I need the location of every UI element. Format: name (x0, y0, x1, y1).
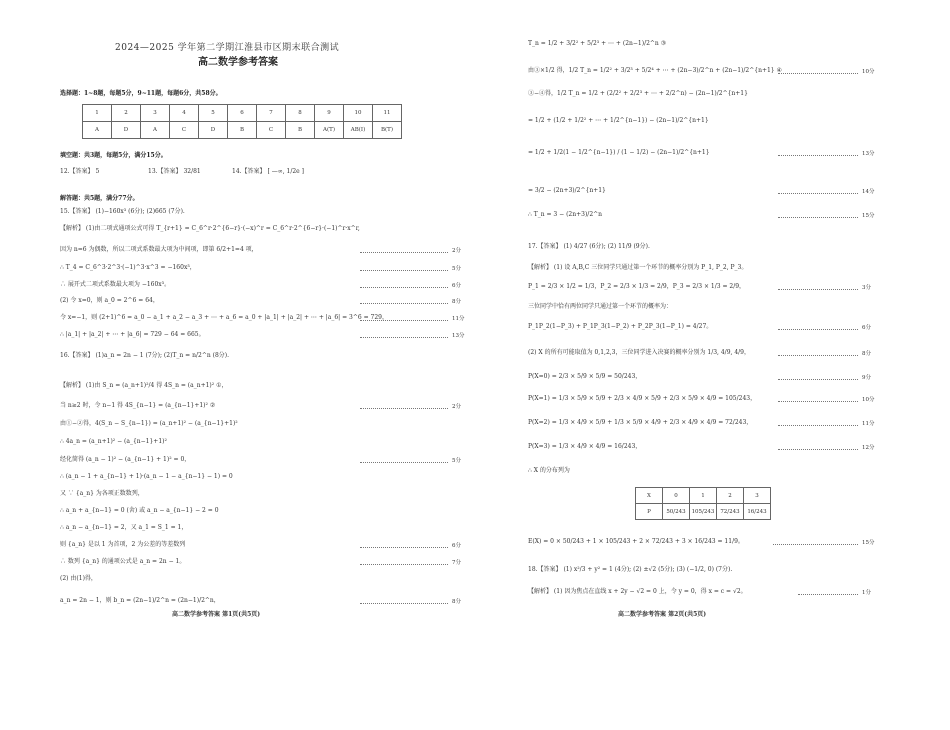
question-number: 10 (344, 105, 373, 122)
solution-line: ∴ 数列 {a_n} 的通项公式是 a_n = 2n − 1。 (60, 558, 186, 565)
score-label: 6分 (452, 543, 461, 549)
score-label: 15分 (862, 540, 875, 546)
question-number: 5 (199, 105, 228, 122)
question-number-row (83, 105, 402, 122)
answer-value: A(T) (315, 122, 344, 139)
score-leader (778, 449, 858, 450)
solution-line: 当 n≥2 时，令 n−1 得 4S_{n−1} = (a_{n−1}+1)² ② (60, 402, 216, 409)
score-leader (778, 155, 858, 156)
solution-line: = 1/2 + (1/2 + 1/2² + ⋯ + 1/2^{n−1}) − (2n−1)/2^{n+1} (528, 117, 709, 124)
solution-line: ∴ 展开式二项式系数最大项为 −160x³。 (60, 281, 171, 288)
solution-line: ③−④得，1/2 T_n = 1/2 + (2/2² + 2/2³ + ⋯ + 2/2^n) − (2n−1)/2^{n+1} (528, 90, 748, 97)
score-leader (360, 287, 448, 288)
answer-value: B(T) (373, 122, 402, 139)
score-leader (778, 217, 858, 218)
answer-key-title: 高二数学参考答案 (198, 57, 278, 68)
expectation-line: E(X) = 0 × 50/243 + 1 × 105/243 + 2 × 72/243 + 3 × 16/243 = 11/9。 (528, 538, 744, 545)
answer-value: C (257, 122, 286, 139)
score-label: 6分 (862, 325, 871, 331)
solution-line: ∴ a_n − a_{n−1} = 2，又 a_1 = S_1 = 1， (60, 524, 188, 531)
score-leader (360, 547, 448, 548)
score-leader (778, 329, 858, 330)
solution-line: ∴ 4a_n = (a_n+1)² − (a_{n−1}+1)² (60, 438, 167, 445)
solution-line: 令 x=−1，则 (2+1)^6 = a_0 − a_1 + a_2 − a_3 + ⋯ + a_6 = a_0 + |a_1| + |a_2| + ⋯ + |a_6| = 3^6 = 729， (60, 314, 388, 321)
solution-line: 【解析】 (1) 设 A,B,C 三位同学只通过第一个环节的概率分别为 P_1, P_2, P_3。 (528, 264, 748, 271)
score-leader (360, 320, 448, 321)
score-label: 1分 (862, 590, 871, 596)
answer-value: D (199, 122, 228, 139)
solution-line: 由①−②得，4(S_n − S_{n−1}) = (a_n+1)² − (a_{n−1}+1)² (60, 420, 238, 427)
score-leader (360, 303, 448, 304)
p-value: 72/243 (717, 504, 744, 520)
x-label: X (636, 488, 663, 504)
solution-line: P_1 = 2/3 × 1/2 = 1/3，P_2 = 2/3 × 1/3 = 2/9，P_3 = 2/3 × 1/3 = 2/9， (528, 283, 746, 290)
solution-line: 【解析】 (1)由二项式通项公式可得 T_{r+1} = C_6^r·2^{6−r}·(−x)^r = C_6^r·2^{6−r}·(−1)^r·x^r, (60, 225, 360, 232)
score-label: 5分 (452, 266, 461, 272)
solution-line: P(X=2) = 1/3 × 4/9 × 5/9 + 1/3 × 5/9 × 4/9 + 2/3 × 4/9 × 4/9 = 72/243， (528, 419, 753, 426)
p-label: P (636, 504, 663, 520)
question-number: 3 (141, 105, 170, 122)
score-label: 7分 (452, 560, 461, 566)
solution-line: (2) X 的所有可能取值为 0,1,2,3，三位同学进入决赛的概率分别为 1/3, 4/9, 4/9， (528, 349, 750, 356)
score-label: 10分 (862, 397, 875, 403)
score-leader (360, 408, 448, 409)
score-label: 11分 (862, 421, 875, 427)
score-label: 8分 (452, 599, 461, 605)
score-leader (778, 379, 858, 380)
score-label: 9分 (862, 375, 871, 381)
question-number: 1 (83, 105, 112, 122)
solution-line: 由③×1/2 得，1/2 T_n = 1/2² + 3/2³ + 5/2⁴ + ⋯ + (2n−3)/2^n + (2n−1)/2^{n+1} ④ (528, 67, 782, 74)
solution-line: 15.【答案】 (1)−160x³ (6分); (2)665 (7分). (60, 208, 185, 215)
score-label: 12分 (862, 445, 875, 451)
answer-value: B (286, 122, 315, 139)
score-label: 8分 (452, 299, 461, 305)
question-number: 8 (286, 105, 315, 122)
score-label: 15分 (862, 213, 875, 219)
score-leader (773, 544, 858, 545)
x-value: 2 (717, 488, 744, 504)
answer-row (83, 122, 402, 139)
multiple-choice-answer-table (82, 104, 402, 139)
score-label: 11分 (452, 316, 465, 322)
solution-line: 三位同学中恰有两位同学只通过第一个环节的概率为： (528, 303, 673, 310)
question-number: 7 (257, 105, 286, 122)
q18-answer: 18.【答案】 (1) x²/3 + y² = 1 (4分); (2) ±√2 (5分); (3) (−1/2, 0) (7分). (528, 566, 733, 573)
solution-line: ∴ T_4 = C_6^3·2^3·(−1)^3·x^3 = −160x³， (60, 264, 196, 271)
fill-answer-13: 13.【答案】 32/81 (148, 168, 201, 175)
solution-line: P(X=1) = 1/3 × 5/9 × 5/9 + 2/3 × 4/9 × 5/9 + 2/3 × 5/9 × 4/9 = 105/243， (528, 395, 757, 402)
x-value: 0 (663, 488, 690, 504)
solution-line: ∴ X 的分布列为 (528, 467, 570, 474)
solution-line: 16.【答案】 (1)a_n = 2n − 1 (7分); (2)T_n = n/2^n (8分). (60, 352, 230, 359)
distribution-table (635, 487, 771, 520)
solution-line: ∴ (a_n − 1 + a_{n−1} + 1)·(a_n − 1 − a_{n−1} − 1) = 0 (60, 473, 233, 480)
page-footer: 高二数学参考答案 第1页(共5页) (172, 611, 261, 618)
solution-line: 又 ∵ {a_n} 为各项正数数列， (60, 490, 144, 497)
score-label: 13分 (452, 333, 465, 339)
question-number: 6 (228, 105, 257, 122)
score-label: 6分 (452, 283, 461, 289)
answer-value: A (83, 122, 112, 139)
score-leader (360, 252, 448, 253)
solution-line: = 1/2 + 1/2(1 − 1/2^{n−1}) / (1 − 1/2) − (2n−1)/2^{n+1} (528, 149, 710, 156)
score-leader (778, 193, 858, 194)
score-leader (360, 603, 448, 604)
score-leader (778, 73, 858, 74)
score-leader (360, 270, 448, 271)
solution-line: 则 {a_n} 是以 1 为首项，2 为公差的等差数列 (60, 541, 186, 548)
score-label: 13分 (862, 151, 875, 157)
multiple-choice-header: 选择题：1~8题，每题5分，9~11题，每题6分，共58分。 (60, 90, 222, 97)
solution-line: P_1P_2(1−P_3) + P_1P_3(1−P_2) + P_2P_3(1−P_1) = 4/27。 (528, 323, 713, 330)
solution-line: P(X=0) = 2/3 × 5/9 × 5/9 = 50/243， (528, 373, 642, 380)
fill-in-header: 填空题：共3题，每题5分，满分15分。 (60, 152, 167, 159)
score-label: 8分 (862, 351, 871, 357)
score-leader (778, 425, 858, 426)
score-label: 5分 (452, 458, 461, 464)
solution-line: = 3/2 − (2n+3)/2^{n+1} (528, 187, 606, 194)
answer-value: C (170, 122, 199, 139)
answer-value: A (141, 122, 170, 139)
solution-line: T_n = 1/2 + 3/2² + 5/2³ + ⋯ + (2n−1)/2^n ③ (528, 40, 667, 47)
answer-value: AB(I) (344, 122, 373, 139)
question-number: 11 (373, 105, 402, 122)
score-label: 3分 (862, 285, 871, 291)
score-leader (360, 337, 448, 338)
answer-value: D (112, 122, 141, 139)
fill-answer-14: 14.【答案】 [ —∞, 1/2e ] (232, 168, 304, 175)
score-leader (360, 462, 448, 463)
p-value: 105/243 (690, 504, 717, 520)
fill-answer-12: 12.【答案】 5 (60, 168, 100, 175)
p-row (636, 504, 771, 520)
solution-line: a_n = 2n − 1，则 b_n = (2n−1)/2^n = (2n−1)/2^n， (60, 597, 220, 604)
solution-line: P(X=3) = 1/3 × 4/9 × 4/9 = 16/243， (528, 443, 642, 450)
question-number: 4 (170, 105, 199, 122)
score-leader (778, 401, 858, 402)
score-label: 2分 (452, 404, 461, 410)
solution-header: 解答题：共5题，满分77分。 (60, 195, 139, 202)
solution-line: ∴ a_n + a_{n−1} = 0 (舍) 或 a_n − a_{n−1} − 2 = 0 (60, 507, 219, 514)
q18-solution: 【解析】 (1) 因为焦点在直线 x + 2y − √2 = 0 上，令 y = 0，得 x = c = √2。 (528, 588, 747, 595)
score-label: 2分 (452, 248, 461, 254)
score-label: 10分 (862, 69, 875, 75)
question-number: 2 (112, 105, 141, 122)
page-footer: 高二数学参考答案 第2页(共5页) (618, 611, 707, 618)
x-value: 3 (744, 488, 771, 504)
solution-line: 17.【答案】 (1) 4/27 (6分); (2) 11/9 (9分). (528, 243, 650, 250)
solution-line: ∴ |a_1| + |a_2| + ⋯ + |a_6| = 729 − 64 = 665。 (60, 331, 205, 338)
solution-line: (2) 由(1)得， (60, 575, 97, 582)
score-label: 14分 (862, 189, 875, 195)
x-value: 1 (690, 488, 717, 504)
question-number: 9 (315, 105, 344, 122)
score-leader (360, 564, 448, 565)
p-value: 50/243 (663, 504, 690, 520)
score-leader (778, 289, 858, 290)
solution-line: 因为 n=6 为偶数，所以二项式系数最大项为中间项，即第 6/2+1=4 项， (60, 246, 258, 253)
answer-value: B (228, 122, 257, 139)
p-value: 16/243 (744, 504, 771, 520)
score-leader (798, 594, 858, 595)
score-leader (778, 355, 858, 356)
exam-title: 2024—2025 学年第二学期江淮县市区期末联合测试 (115, 43, 340, 53)
x-row (636, 488, 771, 504)
solution-line: (2) 令 x=0，则 a_0 = 2^6 = 64， (60, 297, 159, 304)
solution-line: 【解析】 (1)由 S_n = (a_n+1)²/4 得 4S_n = (a_n+1)² ①， (60, 382, 228, 389)
solution-line: ∴ T_n = 3 − (2n+3)/2^n (528, 211, 603, 218)
solution-line: 经化简得 (a_n − 1)² − (a_{n−1} + 1)² = 0， (60, 456, 191, 463)
